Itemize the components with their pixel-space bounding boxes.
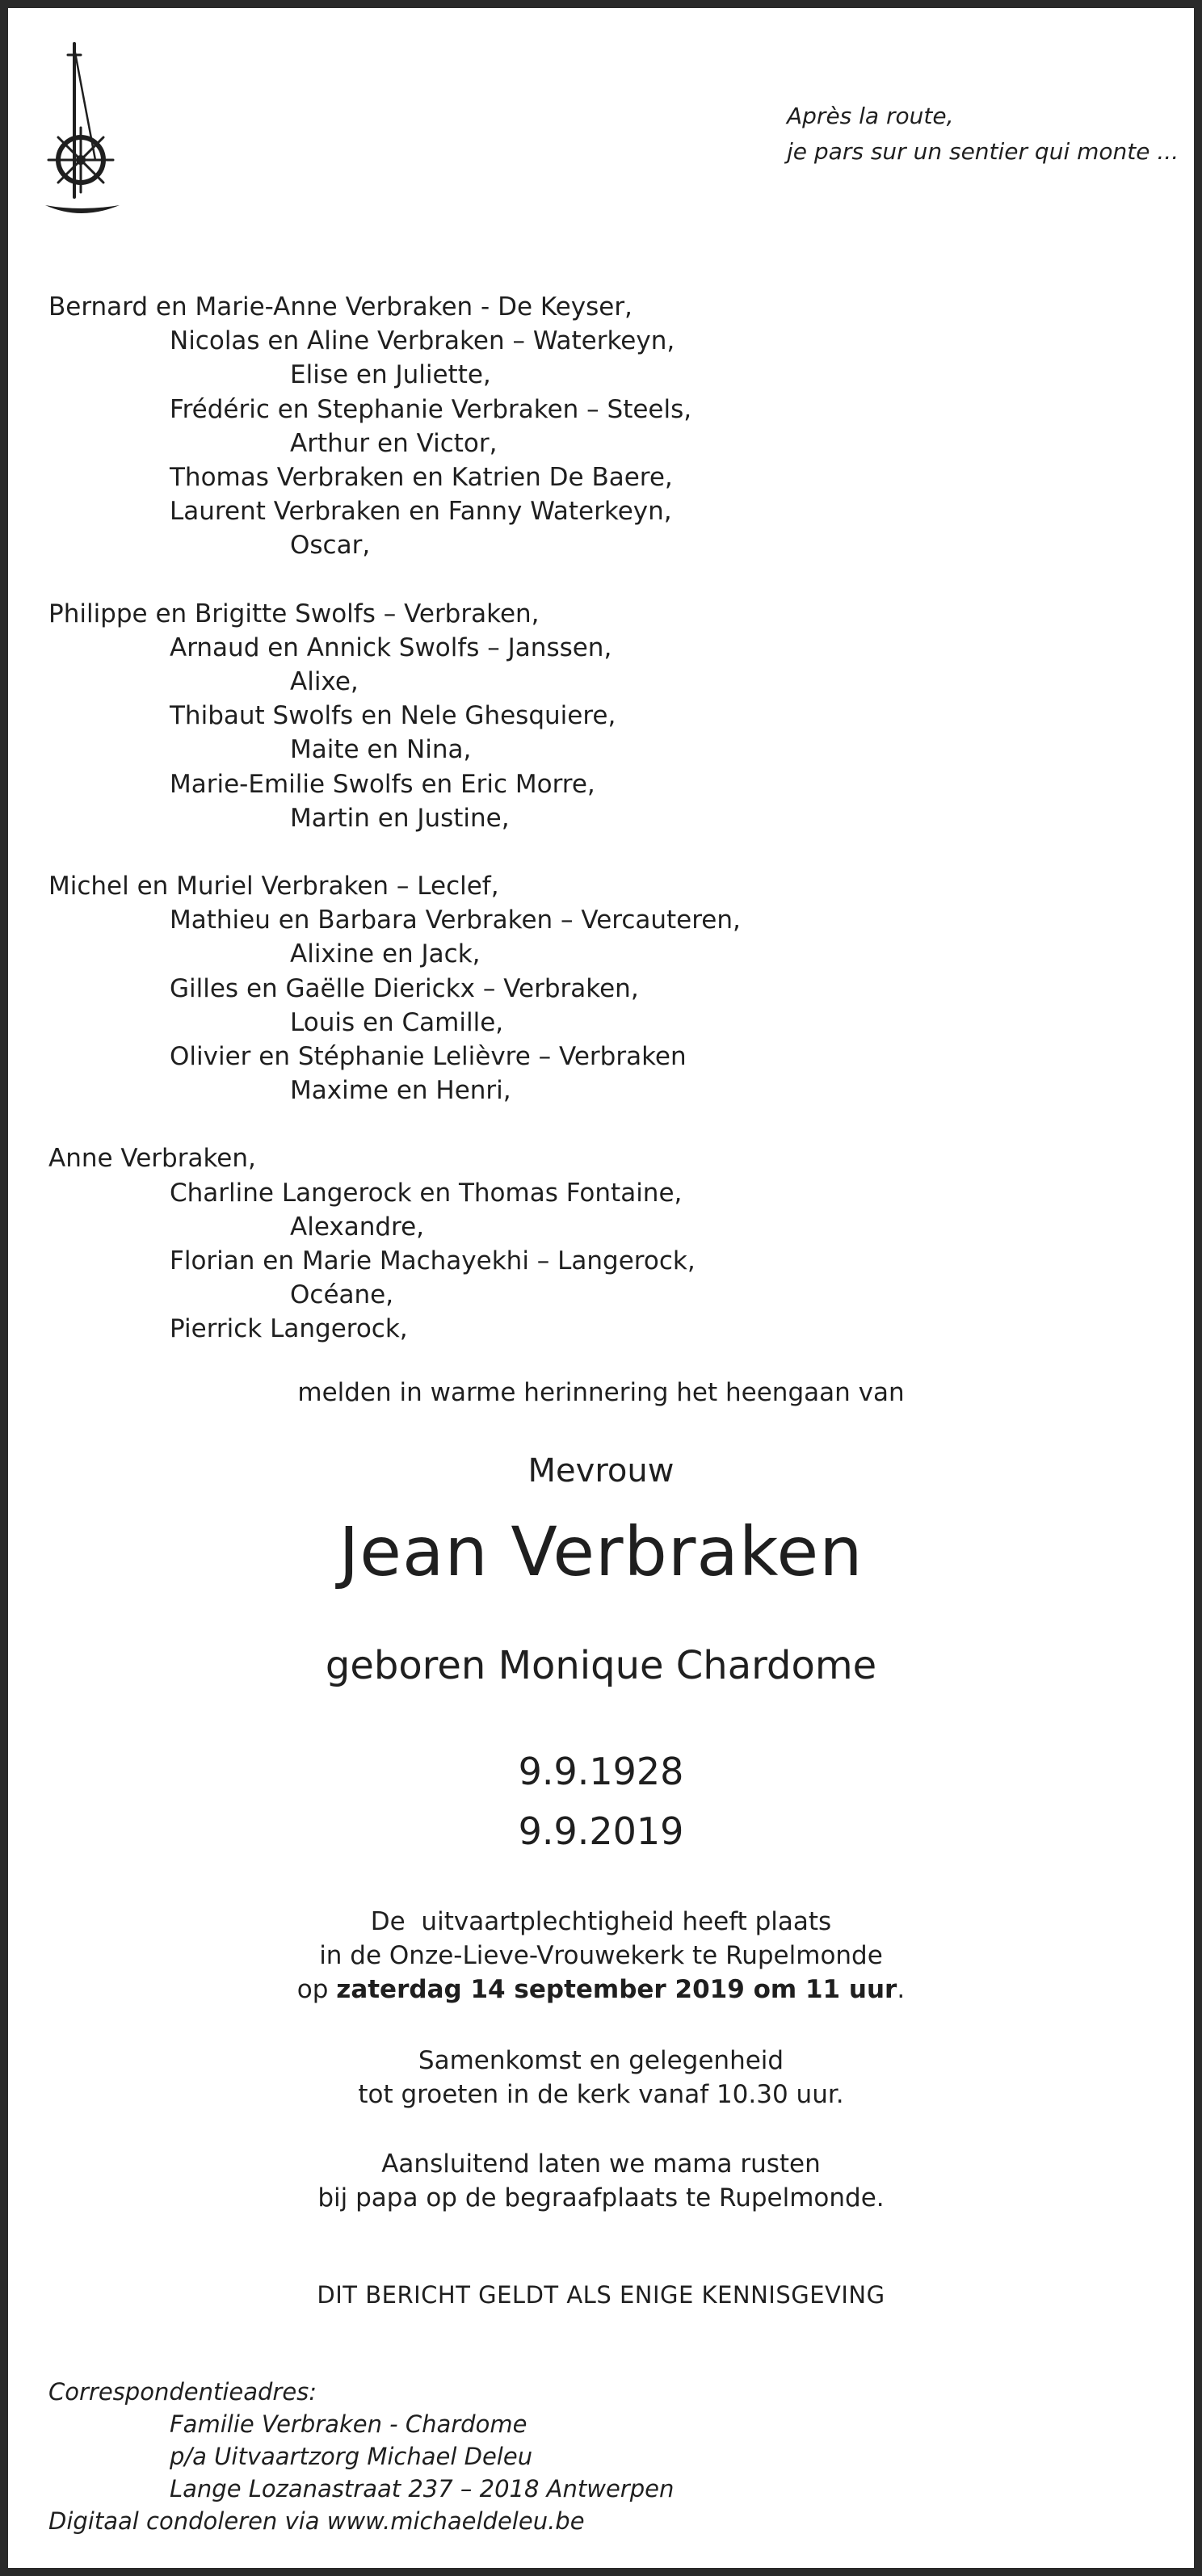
correspondence-line: p/a Uitvaartzorg Michael Deleu: [170, 2443, 533, 2470]
family-member-line: Thibaut Swolfs en Nele Ghesquiere,: [170, 701, 616, 730]
burial-info: [0, 2147, 1202, 2215]
family-member-line: Bernard en Marie-Anne Verbraken - De Keyser,: [48, 292, 633, 321]
gathering-info: [0, 2044, 1202, 2112]
birth-date: 9.9.1928: [518, 1750, 684, 1793]
correspondence-label: Correspondentieadres:: [48, 2378, 317, 2406]
family-member-line: Thomas Verbraken en Katrien De Baere,: [170, 463, 673, 492]
family-member-line: Maxime en Henri,: [290, 1076, 511, 1105]
family-member-line: Martin en Justine,: [290, 804, 510, 833]
burial-line: Aansluitend laten we mama rusten: [381, 2149, 821, 2179]
family-member-line: Michel en Muriel Verbraken – Leclef,: [48, 872, 499, 901]
family-member-line: Océane,: [290, 1280, 394, 1309]
correspondence-line: Familie Verbraken - Chardome: [170, 2410, 527, 2438]
ceremony-info: [0, 1905, 1202, 2007]
announcement: melden in warme herinnering het heengaan van: [297, 1378, 905, 1407]
family-member-line: Pierrick Langerock,: [170, 1314, 408, 1343]
family-member-line: Florian en Marie Machayekhi – Langerock,: [170, 1246, 696, 1275]
ceremony-line: De uitvaartplechtigheid heeft plaats: [370, 1907, 832, 1936]
family-member-line: Frédéric en Stephanie Verbraken – Steels,: [170, 395, 692, 424]
family-member-line: Anne Verbraken,: [48, 1144, 256, 1173]
family-member-line: Louis en Camille,: [290, 1008, 504, 1037]
family-member-line: Olivier en Stéphanie Lelièvre – Verbraken: [170, 1042, 687, 1071]
birth-name: geboren Monique Chardome: [325, 1643, 877, 1688]
family-member-line: Gilles en Gaëlle Dierickx – Verbraken,: [170, 974, 639, 1003]
deceased-title: Mevrouw: [527, 1452, 675, 1490]
family-member-line: Nicolas en Aline Verbraken – Waterkeyn,: [170, 326, 675, 355]
family-member-line: Mathieu en Barbara Verbraken – Vercauteren,: [170, 906, 741, 935]
ship-wheel-anchor-icon: [42, 39, 131, 218]
family-member-line: Marie-Emilie Swolfs en Eric Morre,: [170, 770, 595, 799]
family-member-line: Alixine en Jack,: [290, 939, 481, 969]
family-member-line: Philippe en Brigitte Swolfs – Verbraken,: [48, 599, 540, 628]
motto-line: je pars sur un sentier qui monte ...: [787, 138, 1179, 165]
burial-line: bij papa op de begraafplaats te Rupelmonde.: [317, 2183, 885, 2213]
ceremony-line: in de Onze-Lieve-Vrouwekerk te Rupelmonde: [319, 1941, 883, 1970]
family-member-line: Arthur en Victor,: [290, 429, 498, 458]
ceremony-prefix: op: [296, 1975, 337, 2004]
death-date: 9.9.2019: [518, 1809, 684, 1853]
family-member-line: Laurent Verbraken en Fanny Waterkeyn,: [170, 497, 672, 526]
gathering-line: tot groeten in de kerk vanaf 10.30 uur.: [358, 2080, 844, 2109]
family-member-line: Charline Langerock en Thomas Fontaine,: [170, 1179, 683, 1208]
correspondence-line: Lange Lozanastraat 237 – 2018 Antwerpen: [170, 2475, 675, 2502]
deceased-name: Jean Verbraken: [338, 1512, 864, 1591]
notice: DIT BERICHT GELDT ALS ENIGE KENNISGEVING: [317, 2281, 885, 2309]
family-member-line: Alixe,: [290, 667, 359, 696]
ceremony-line: [0, 1973, 1202, 2007]
family-member-line: Arnaud en Annick Swolfs – Janssen,: [170, 633, 612, 662]
motto-line: Après la route,: [787, 103, 954, 129]
gathering-line: Samenkomst en gelegenheid: [418, 2046, 784, 2075]
family-member-line: Alexandre,: [290, 1212, 425, 1242]
ceremony-suffix: .: [897, 1975, 906, 2004]
ceremony-datetime: zaterdag 14 september 2019 om 11 uur: [336, 1975, 897, 2004]
condolences-link[interactable]: Digitaal condoleren via www.michaeldeleu.be: [48, 2507, 585, 2535]
family-member-line: Maite en Nina,: [290, 735, 472, 764]
motto-quote: [787, 99, 1179, 170]
family-member-line: Elise en Juliette,: [290, 360, 491, 389]
family-member-line: Oscar,: [290, 531, 371, 560]
